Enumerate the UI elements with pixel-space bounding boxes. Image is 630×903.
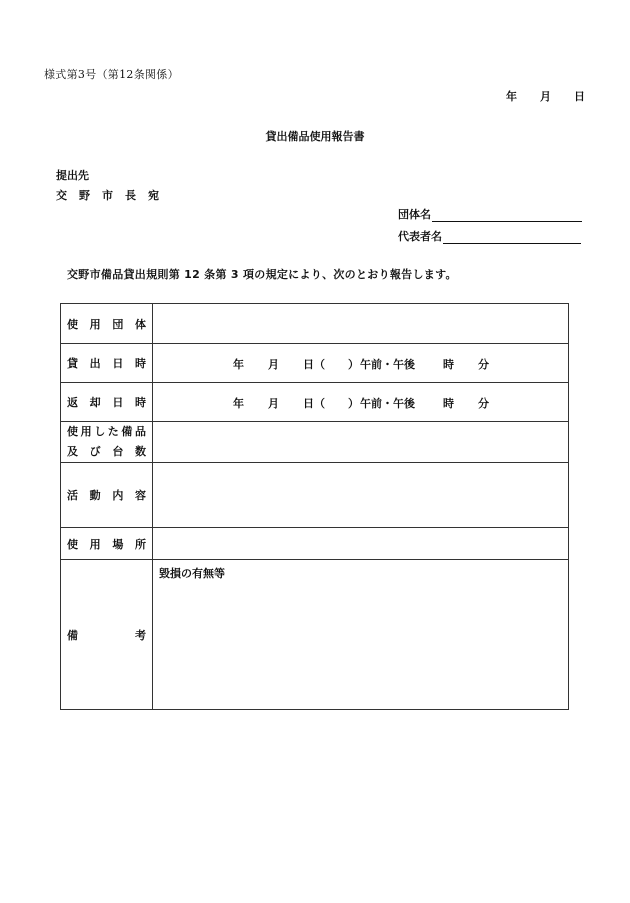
dt-paren-close: ） [348,397,359,410]
label-char: 時 [134,396,146,409]
label-text-line1 [67,422,146,442]
date-year: 年 [506,90,517,103]
remarks-note: 毀損の有無等 [159,567,225,580]
row-place [61,528,569,560]
label-char: 日 [112,357,124,370]
label-text [67,627,146,643]
label-text [67,316,146,332]
label-char: 備 [121,425,133,438]
dt-minute: 分 [478,358,489,371]
label-char: 容 [134,489,146,502]
value-using-group[interactable] [153,304,569,344]
report-table [60,303,569,710]
dt-year: 年 [233,397,244,410]
label-char: 時 [134,357,146,370]
dt-day: 日（ [303,358,325,371]
label-char: 動 [89,489,101,502]
label-char: 内 [112,489,124,502]
datetime-fields [153,383,568,421]
document-title: 貸出備品使用報告書 [265,130,365,143]
label-remarks [61,560,153,710]
value-place[interactable] [153,528,569,560]
dt-year: 年 [233,358,244,371]
dt-day: 日（ [303,397,325,410]
date-day: 日 [574,90,585,103]
dt-ampm: 午前・午後 [360,397,415,410]
label-char: び [89,445,101,458]
label-char: し [94,425,106,438]
value-lending-datetime[interactable] [153,344,569,383]
label-char: 貸 [67,357,78,370]
label-char: 品 [134,425,146,438]
dt-minute: 分 [478,397,489,410]
form-number: 様式第3号（第12条関係） [44,68,179,81]
label-text [67,394,146,410]
representative-label: 代表者名 [398,230,442,243]
date-line [483,88,585,104]
label-char: 用 [89,537,101,551]
recipient-name: 交野市長宛 [56,189,171,202]
value-activity[interactable] [153,463,569,528]
row-return-datetime [61,383,569,422]
label-char: た [107,425,119,438]
label-char: 日 [112,396,124,409]
value-items[interactable] [153,422,569,463]
label-activity [61,463,153,528]
value-remarks[interactable] [153,560,569,710]
label-lending-datetime [61,344,153,383]
label-char: 場 [112,537,124,551]
label-char: 団 [112,317,124,331]
dt-paren-close: ） [348,358,359,371]
dt-month: 月 [268,397,279,410]
row-remarks [61,560,569,710]
row-items [61,422,569,463]
label-char: 用 [80,425,92,438]
value-return-datetime[interactable] [153,383,569,422]
organization-line[interactable] [432,208,582,222]
dt-hour: 時 [443,397,454,410]
label-char: 用 [89,317,101,331]
label-char: 体 [134,317,146,331]
row-activity [61,463,569,528]
label-char: 使 [67,537,78,551]
label-char: 出 [89,357,101,370]
datetime-fields [153,344,568,382]
label-items [61,422,153,463]
label-char: 数 [134,445,146,458]
dt-month: 月 [268,358,279,371]
dt-ampm: 午前・午後 [360,358,415,371]
label-char: 及 [67,445,78,458]
label-place [61,528,153,560]
label-char: 使 [67,317,78,331]
label-text [67,355,146,371]
label-char: 却 [89,396,101,409]
representative-line[interactable] [443,230,581,244]
row-lending-datetime [61,344,569,383]
organization-label: 団体名 [398,208,431,221]
representative-signature [398,228,581,244]
label-char: 活 [67,489,78,502]
row-using-group [61,304,569,344]
label-text [67,487,146,503]
label-char: 備 [67,628,78,642]
label-char: 使 [67,425,78,438]
recipient-label: 提出先 [56,169,89,182]
date-month: 月 [540,90,551,103]
label-text [67,536,146,552]
label-char: 所 [134,537,146,551]
label-char: 考 [135,628,146,642]
label-text-line2 [67,442,146,462]
dt-hour: 時 [443,358,454,371]
statement-text: 交野市備品貸出規則第 12 条第 3 項の規定により、次のとおり報告します。 [67,268,457,281]
label-using-group [61,304,153,344]
label-return-datetime [61,383,153,422]
organization-signature [398,206,582,222]
label-char: 返 [67,396,78,409]
label-char: 台 [112,445,124,458]
